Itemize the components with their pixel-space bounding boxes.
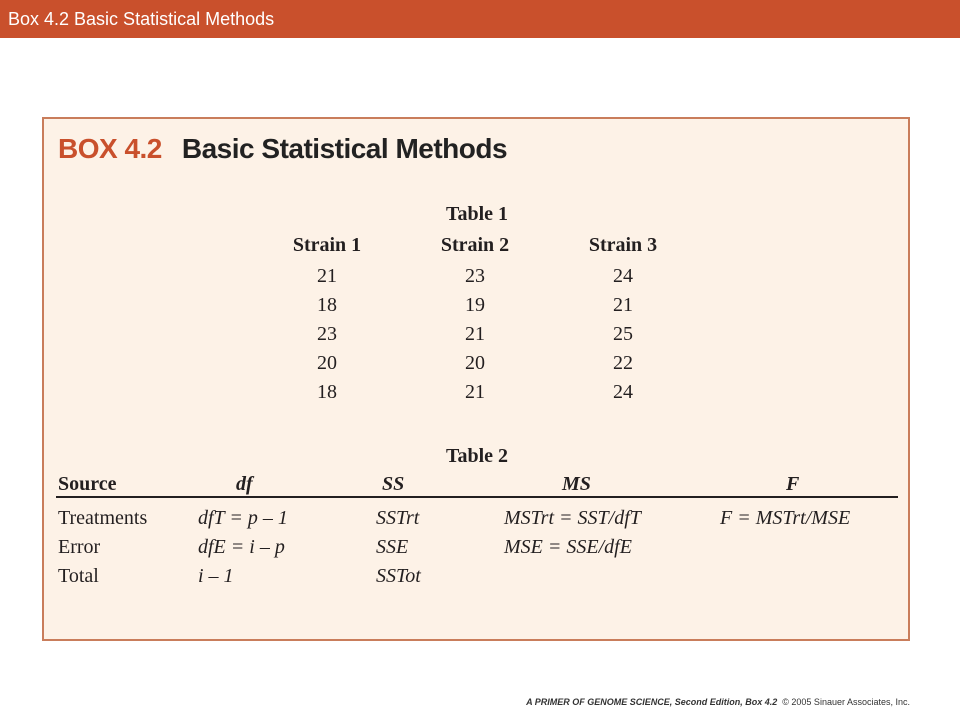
table2-header-ms: MS xyxy=(562,473,591,495)
table1-cell: 21 xyxy=(613,294,633,316)
table1-header: Strain 3 xyxy=(588,234,658,256)
table1-cell: 24 xyxy=(613,381,633,403)
slide-title: Box 4.2 Basic Statistical Methods xyxy=(8,9,275,29)
table2-cell: Total xyxy=(58,565,99,587)
table2-cell: SSTot xyxy=(376,565,421,587)
table2-header-ss: SS xyxy=(382,473,405,495)
table2-cell: SSE xyxy=(376,536,409,558)
table1-cell: 19 xyxy=(465,294,485,316)
table2-cell: dfE = i – p xyxy=(198,536,285,558)
footer-credit xyxy=(526,697,910,707)
table1-cell: 24 xyxy=(613,265,633,287)
table1-column-strain2 xyxy=(400,233,550,407)
table1-cell: 23 xyxy=(465,265,485,287)
table1-cell: 22 xyxy=(613,352,633,374)
table1-header: Strain 1 xyxy=(292,234,362,256)
table2-cell: Treatments xyxy=(58,507,148,529)
table2-cell: F = MSTrt/MSE xyxy=(720,507,851,529)
table2-cell: i – 1 xyxy=(198,565,234,587)
table1-header: Strain 2 xyxy=(440,234,510,256)
table1-cell: 20 xyxy=(317,352,337,374)
table2-header-df: df xyxy=(236,473,253,495)
table1-cell: 25 xyxy=(613,323,633,345)
table2-header-f: F xyxy=(786,473,800,495)
box-title: Basic Statistical Methods xyxy=(181,133,508,164)
table1-cell: 21 xyxy=(465,381,485,403)
table2-title: Table 2 xyxy=(445,445,509,467)
box-heading xyxy=(58,133,507,165)
box-number: BOX 4.2 xyxy=(58,133,162,164)
table2-header-source: Source xyxy=(58,473,117,495)
table1-column-strain3 xyxy=(548,233,698,407)
footer-copyright: © 2005 Sinauer Associates, Inc. xyxy=(782,697,910,707)
table2-cell: SSTrt xyxy=(376,507,420,529)
table2-cell: dfT = p – 1 xyxy=(198,507,288,529)
table1-cell: 18 xyxy=(317,294,337,316)
table1-cell: 21 xyxy=(317,265,337,287)
table1-cell: 21 xyxy=(465,323,485,345)
table2-cell: Error xyxy=(58,536,101,558)
box-panel xyxy=(42,117,910,641)
table1-cell: 20 xyxy=(465,352,485,374)
footer-book: A PRIMER OF GENOME SCIENCE, Second Edition, Box 4.2 xyxy=(526,697,778,707)
table2-header-rule xyxy=(56,496,898,498)
table1-column-strain1 xyxy=(252,233,402,407)
table1-title: Table 1 xyxy=(445,203,509,225)
table2-cell: MSE = SSE/dfE xyxy=(504,536,632,558)
table1-cell: 23 xyxy=(317,323,337,345)
table1-cell: 18 xyxy=(317,381,337,403)
title-bar xyxy=(0,0,960,38)
table2-cell: MSTrt = SST/dfT xyxy=(504,507,641,529)
